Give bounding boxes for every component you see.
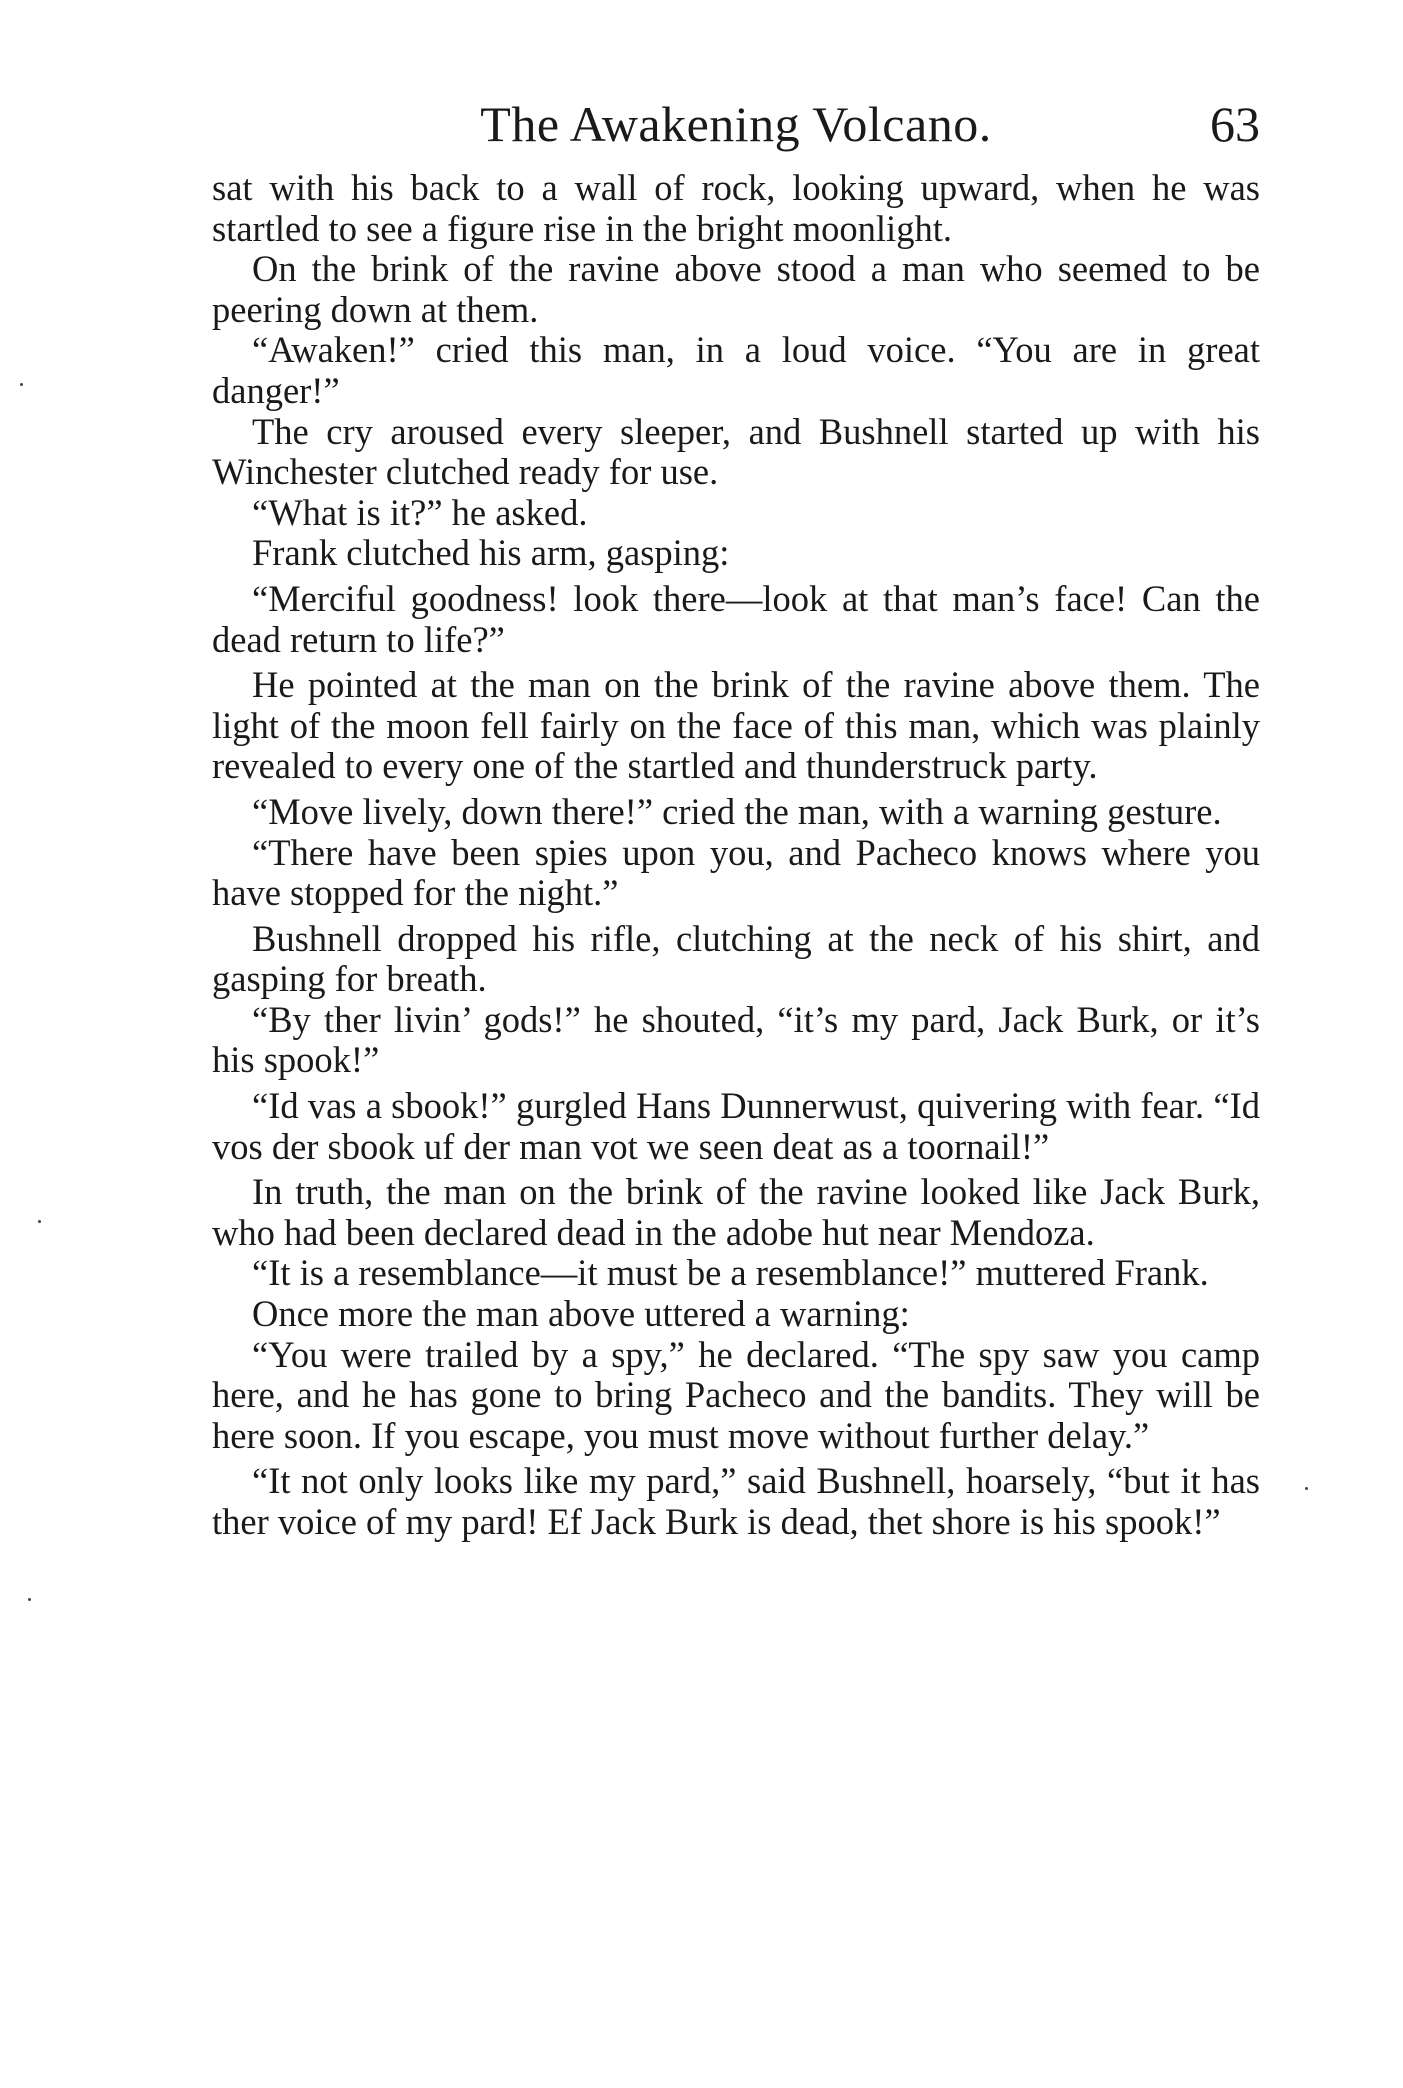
paragraph: The cry aroused every sleeper, and Bushnell started up with his Winchester clutched ready for use.: [212, 410, 1260, 493]
running-head: [212, 88, 1260, 160]
paragraph: “Awaken!” cried this man, in a loud voice. “You are in great danger!”: [212, 329, 1260, 411]
paragraph: He pointed at the man on the brink of the ravine above them. The light of the moon fell fairly on the face of this man, which was plainly revealed to every one of the startled and thunderstruck party.: [212, 664, 1260, 787]
paragraph: Once more the man above uttered a warning:: [252, 1293, 910, 1335]
paragraph: Frank clutched his arm, gasping:: [252, 532, 730, 574]
running-title: The Awakening Volcano.: [480, 96, 992, 152]
page-number: 63: [1210, 96, 1260, 152]
paragraph: “Move lively, down there!” cried the man, with a warning gesture.: [252, 790, 1222, 832]
paragraph: On the brink of the ravine above stood a man who seemed to be peering down at them.: [212, 248, 1260, 330]
paragraph: “You were trailed by a spy,” he declared. “The spy saw you camp here, and he has gone to bring Pacheco and the bandits. They will be here soon. If you escape, you must move without further delay.”: [212, 1333, 1260, 1456]
paragraph: “It not only looks like my pard,” said Bushnell, hoarsely, “but it has ther voice of my pard! Ef Jack Burk is dead, thet shore is his spook!”: [212, 1460, 1260, 1542]
margin-speck: [28, 1598, 31, 1601]
paragraph: Bushnell dropped his rifle, clutching at the neck of his shirt, and gasping for breath.: [212, 917, 1260, 1000]
margin-speck: [20, 383, 23, 386]
margin-speck: [38, 1220, 41, 1223]
body-text: [212, 168, 1260, 1543]
paragraph: In truth, the man on the brink of the ravine looked like Jack Burk, who had been declared dead in the adobe hut near Mendoza.: [212, 1171, 1260, 1253]
paragraph: “By ther livin’ gods!” he shouted, “it’s my pard, Jack Burk, or it’s his spook!”: [212, 998, 1260, 1081]
paragraph: “Merciful goodness! look there—look at that man’s face! Can the dead return to life?”: [212, 577, 1260, 660]
paragraph: sat with his back to a wall of rock, looking upward, when he was startled to see a figure rise in the bright moonlight.: [212, 167, 1260, 249]
paragraph: “It is a resemblance—it must be a resemblance!” muttered Frank.: [252, 1252, 1209, 1294]
paragraph: “What is it?” he asked.: [252, 491, 588, 533]
paragraph: “Id vas a sbook!” gurgled Hans Dunnerwust, quivering with fear. “Id vos der sbook uf der man vot we seen deat as a toornail!”: [212, 1085, 1260, 1167]
margin-speck: [1305, 1487, 1308, 1490]
paragraph: “There have been spies upon you, and Pacheco knows where you have stopped for the night.”: [212, 831, 1260, 914]
